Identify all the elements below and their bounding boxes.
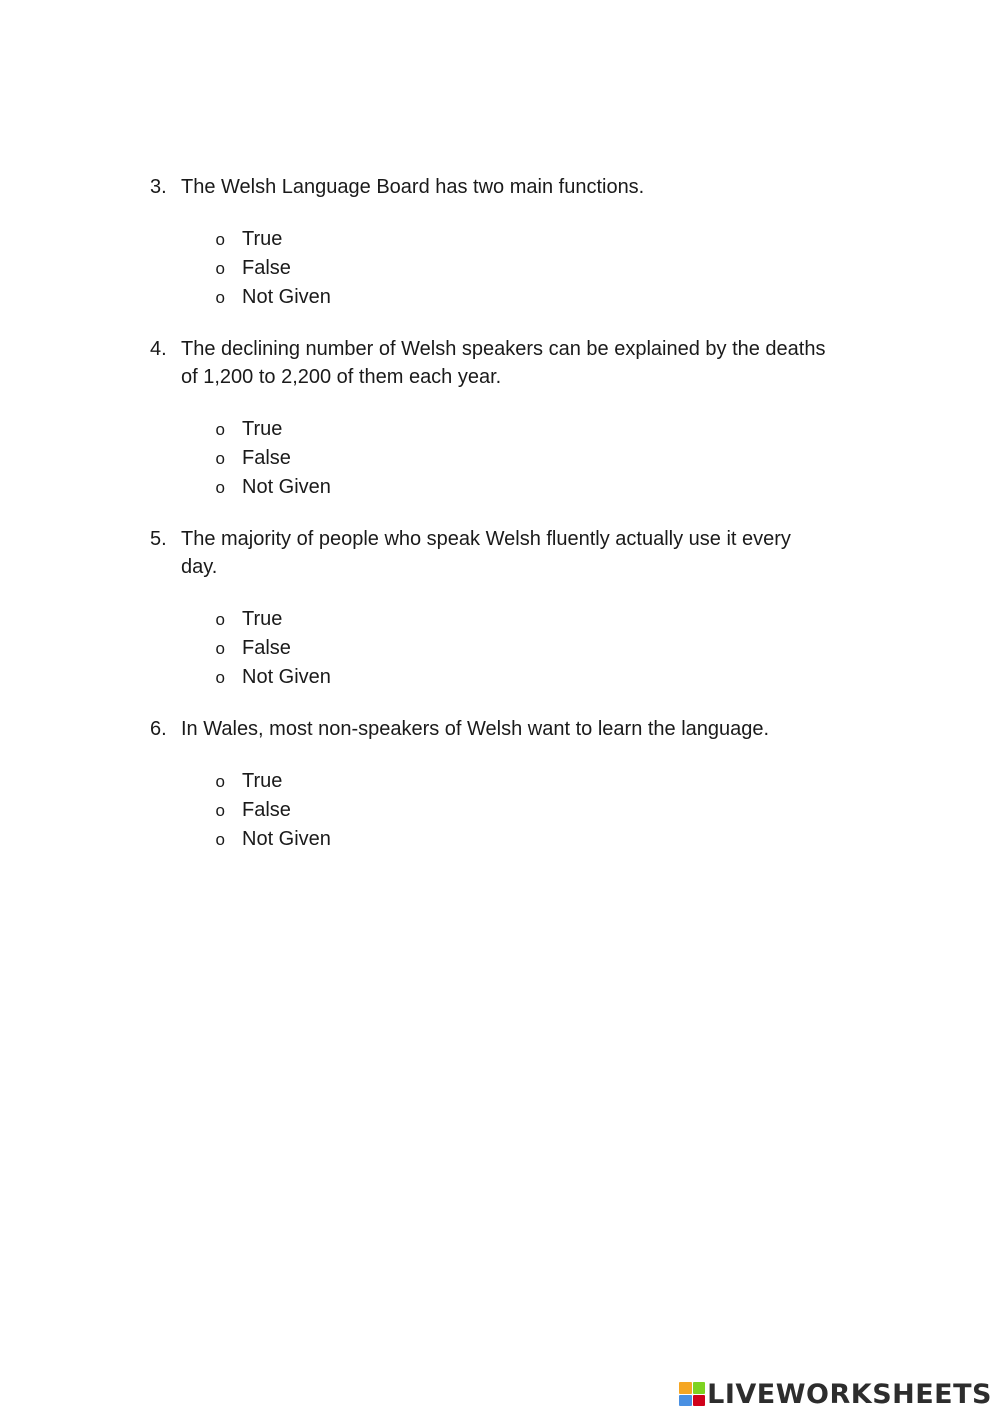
- option-not-given[interactable]: [150, 825, 880, 854]
- option-not-given[interactable]: [150, 473, 880, 502]
- question-number: 3.: [150, 176, 167, 198]
- liveworksheets-branding: [679, 1379, 992, 1409]
- question-line: [150, 525, 880, 553]
- bullet-icon: o: [215, 448, 225, 468]
- question-text: day.: [181, 556, 218, 578]
- bullet-icon: o: [215, 477, 225, 497]
- option-true[interactable]: [150, 767, 880, 796]
- bullet-icon: o: [215, 609, 225, 629]
- option-label: False: [242, 637, 291, 659]
- bullet-icon: o: [215, 258, 225, 278]
- option-label: True: [242, 608, 283, 630]
- option-false[interactable]: [150, 796, 880, 825]
- option-false[interactable]: [150, 254, 880, 283]
- bullet-icon: o: [215, 800, 225, 820]
- option-label: False: [242, 257, 291, 279]
- question-text: The declining number of Welsh speakers can be explained by the deaths: [181, 338, 826, 360]
- logo-square: [693, 1382, 706, 1394]
- question-line: [150, 335, 880, 363]
- question-text: The Welsh Language Board has two main functions.: [181, 176, 645, 198]
- answer-options: [150, 605, 880, 692]
- logo-square: [693, 1395, 706, 1407]
- option-label: True: [242, 770, 283, 792]
- option-true[interactable]: [150, 415, 880, 444]
- option-label: False: [242, 799, 291, 821]
- answer-options: [150, 415, 880, 502]
- option-not-given[interactable]: [150, 283, 880, 312]
- question-6: [150, 715, 880, 854]
- bullet-icon: o: [215, 829, 225, 849]
- answer-options: [150, 225, 880, 312]
- question-line: [150, 553, 880, 581]
- question-number: 6.: [150, 718, 167, 740]
- option-true[interactable]: [150, 605, 880, 634]
- question-text: of 1,200 to 2,200 of them each year.: [181, 366, 502, 388]
- option-label: Not Given: [242, 476, 331, 498]
- bullet-icon: o: [215, 229, 225, 249]
- question-number: 5.: [150, 528, 167, 550]
- bullet-icon: o: [215, 771, 225, 791]
- option-label: False: [242, 447, 291, 469]
- bullet-icon: o: [215, 287, 225, 307]
- question-text: In Wales, most non-speakers of Welsh want to learn the language.: [181, 718, 770, 740]
- option-label: Not Given: [242, 666, 331, 688]
- liveworksheets-logo-icon: [679, 1382, 705, 1406]
- question-number: 4.: [150, 338, 167, 360]
- answer-options: [150, 767, 880, 854]
- logo-square: [679, 1382, 692, 1394]
- option-label: Not Given: [242, 286, 331, 308]
- option-not-given[interactable]: [150, 663, 880, 692]
- question-line: [150, 715, 880, 743]
- question-line: [150, 173, 880, 201]
- question-text: The majority of people who speak Welsh fluently actually use it every: [181, 528, 791, 550]
- bullet-icon: o: [215, 419, 225, 439]
- logo-square: [679, 1395, 692, 1407]
- option-label: True: [242, 228, 283, 250]
- bullet-icon: o: [215, 638, 225, 658]
- question-4: [150, 335, 880, 502]
- option-false[interactable]: [150, 444, 880, 473]
- bullet-icon: o: [215, 667, 225, 687]
- option-true[interactable]: [150, 225, 880, 254]
- option-label: Not Given: [242, 828, 331, 850]
- question-3: [150, 173, 880, 312]
- brand-text: LIVEWORKSHEETS: [707, 1378, 992, 1410]
- question-line: [150, 363, 880, 391]
- option-false[interactable]: [150, 634, 880, 663]
- option-label: True: [242, 418, 283, 440]
- question-5: [150, 525, 880, 692]
